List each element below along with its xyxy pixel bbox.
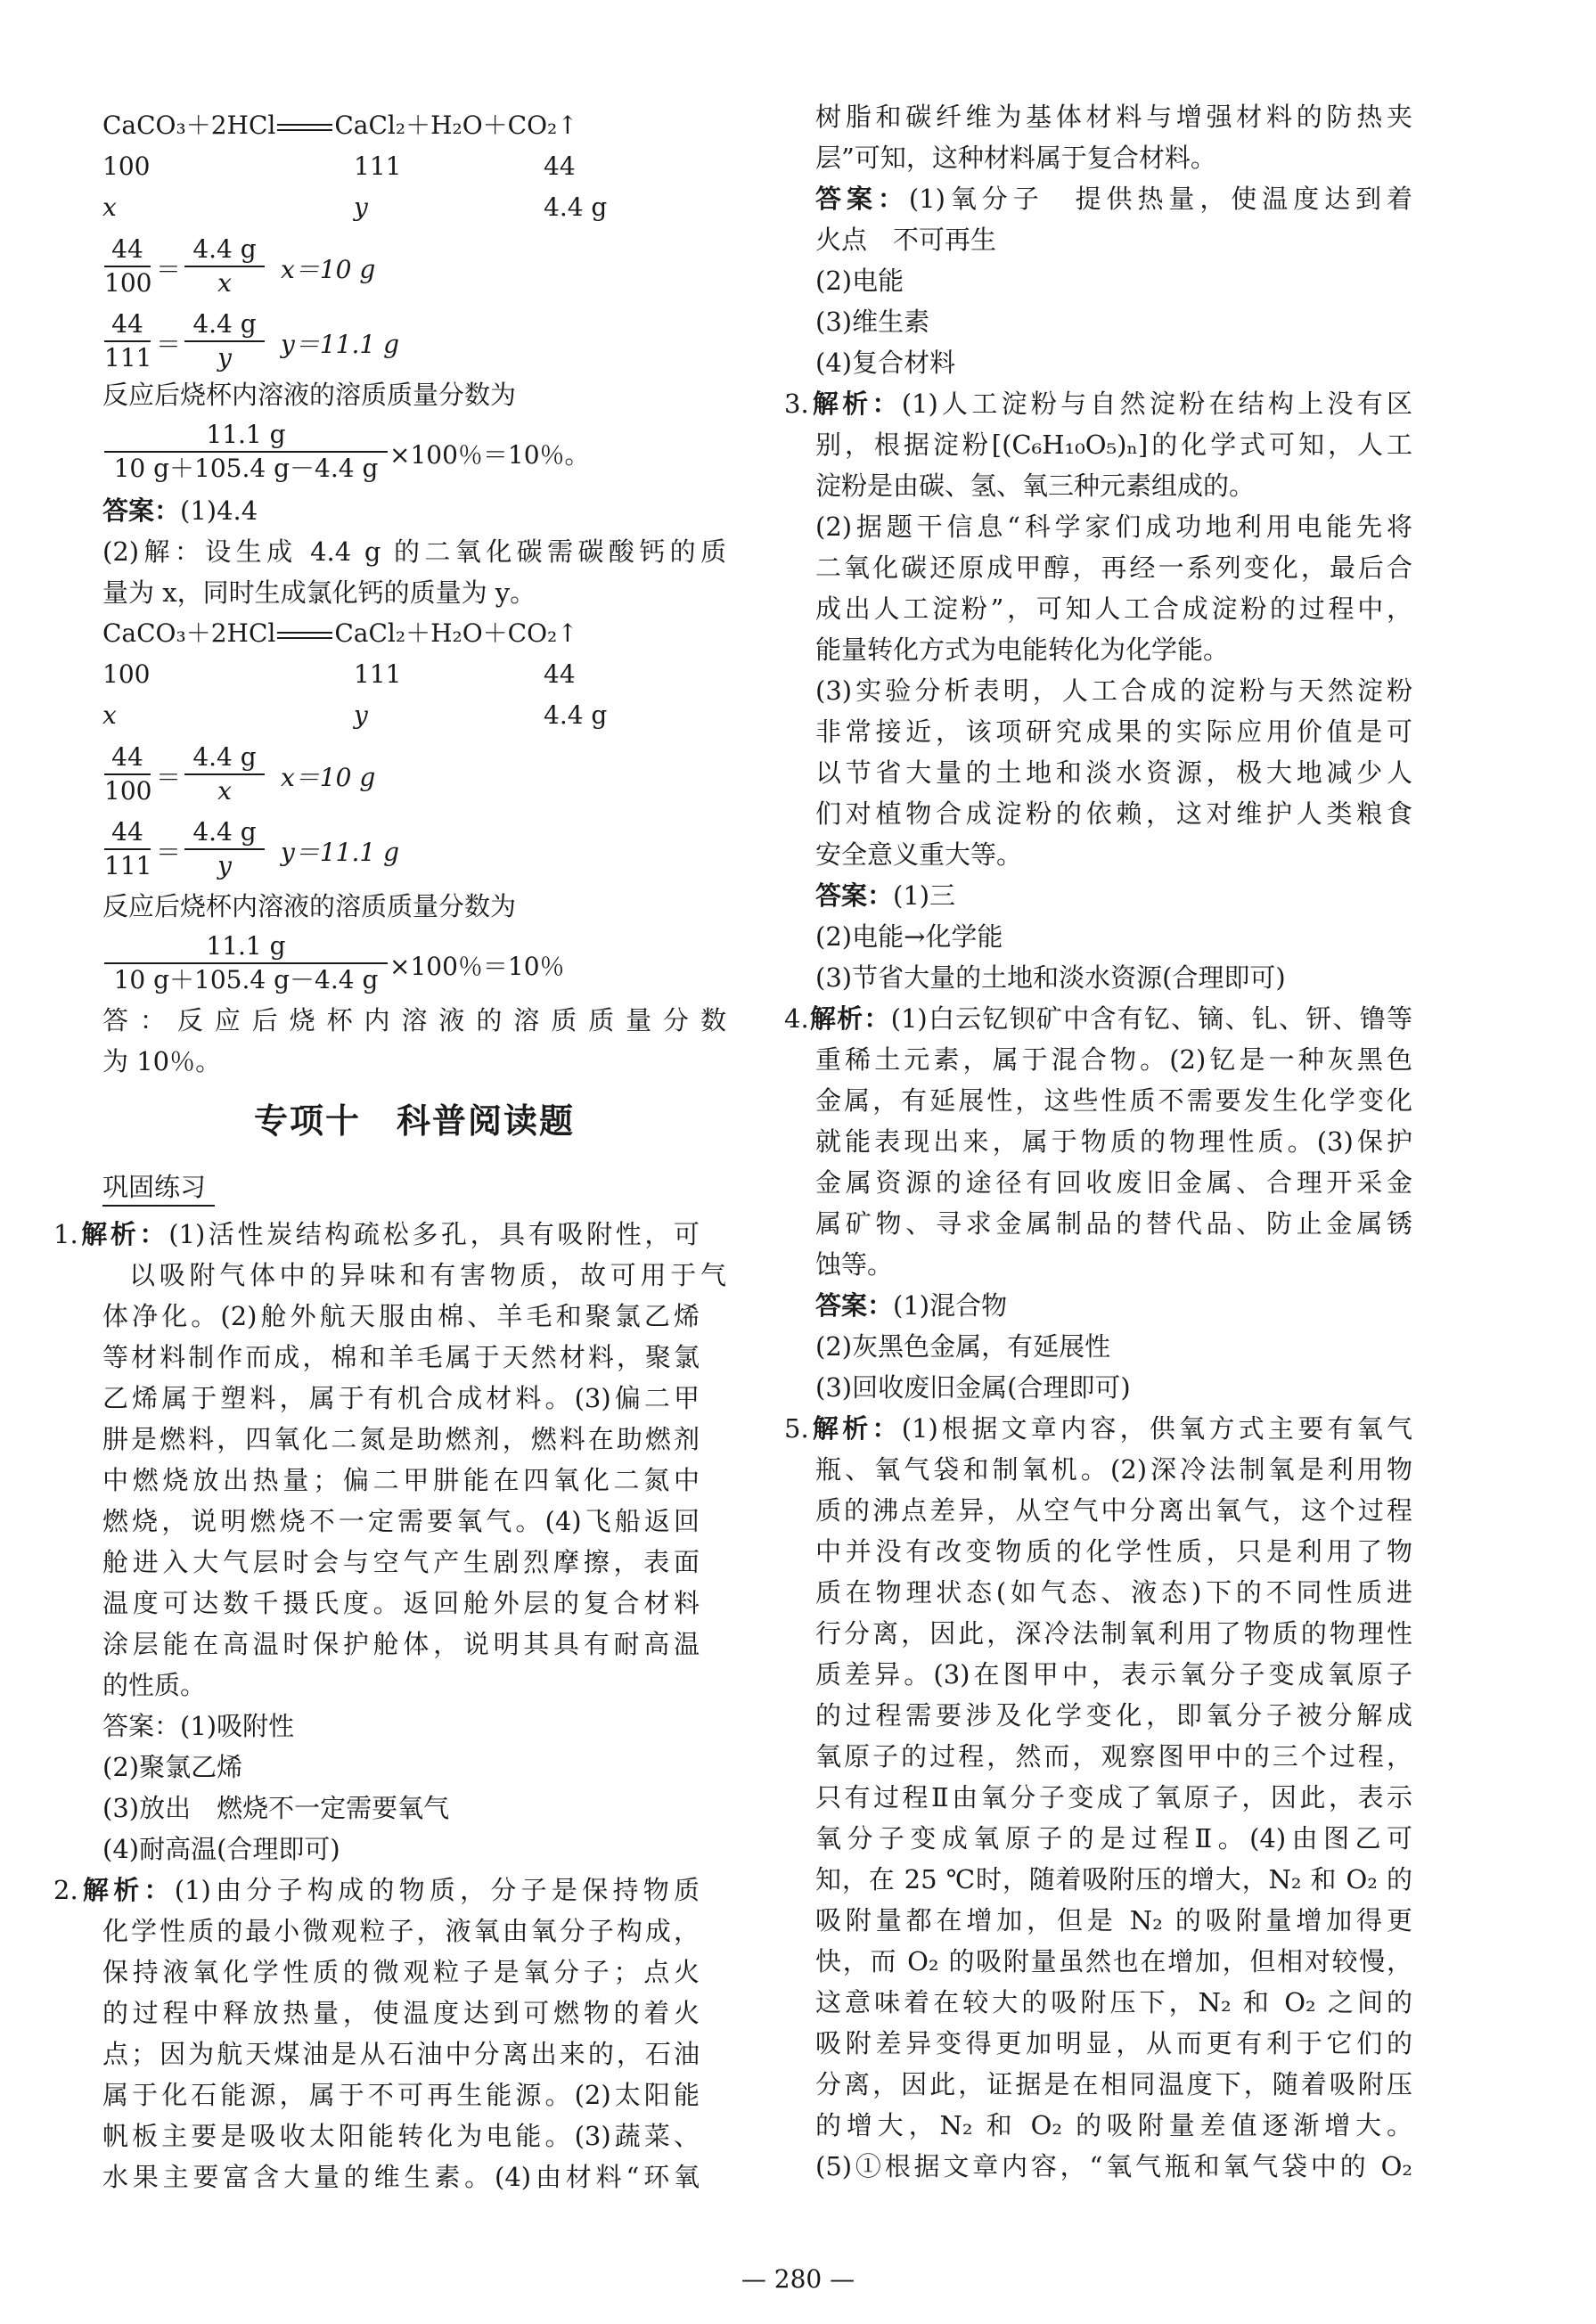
proportion-y: $\frac{44}{111}$ ＝ $\frac{4.4 g}{y}$ y＝11.1 g: [104, 817, 399, 880]
text-line: (2)解：设生成 4.4 g 的二氧化碳需碳酸钙的质: [102, 536, 726, 567]
label-bold: 解析：: [808, 1003, 891, 1034]
text-line: 二氧化碳还原成甲醇，再经一系列变化，最后合: [815, 552, 1412, 583]
text-line: 氧原子的过程，然而，观察图甲中的三个过程，: [815, 1741, 1412, 1772]
text-line: 只有过程Ⅱ由氧分子变成了氧原子，因此，表示: [815, 1782, 1412, 1813]
answer-text: (3)节省大量的土地和淡水资源(合理即可): [815, 962, 1286, 993]
text-line: 层”可知，这种材料属于复合材料。: [815, 143, 1216, 173]
text-line: 2.解析：(1)由分子构成的物质，分子是保持物质: [53, 1875, 700, 1905]
text-line: 化学性质的最小微观粒子，液氧由氧分子构成，: [102, 1916, 700, 1946]
text-line: 们对植物合成淀粉的依赖，这对维护人类粮食: [815, 798, 1412, 829]
percent-calc: [102, 930, 726, 996]
text-line: 氧分子变成氧原子的是过程Ⅱ。(4)由图乙可: [815, 1823, 1412, 1853]
text-line: 点；因为航天煤油是从石油中分离出来的，石油: [102, 2039, 700, 2069]
answer-text: 火点 不可再生: [815, 225, 997, 255]
fraction-numerator: 44: [111, 309, 143, 339]
text-line: 知，在 25 ℃时，随着吸附压的增大，N₂ 和 O₂ 的: [815, 1864, 1412, 1894]
percent-calc: [102, 419, 726, 485]
text-line: 的性质。: [102, 1670, 207, 1700]
text-line: 水果主要富含大量的维生素。(4)由材料“环氧: [102, 2162, 700, 2192]
text-line: 中燃烧放出热量；偏二甲肼能在四氧化二氮中: [102, 1465, 700, 1495]
fraction-numerator: 11.1 g: [206, 931, 286, 961]
label-bold: 答案：: [815, 880, 894, 911]
equation-rhs: CaCl₂＋H₂O＋CO₂↑: [334, 110, 578, 140]
chem-equation: [102, 105, 726, 146]
text-line: 1.解析：(1)活性炭结构疏松多孔，具有吸附性，可: [53, 1219, 700, 1249]
text-line: 涂层能在高温时保护舱体，说明其具有耐高温: [102, 1629, 700, 1659]
fraction-numerator: 44: [111, 742, 143, 772]
section-title: 专项十 科普阅读题: [253, 1101, 575, 1141]
result: ×100％＝10％。: [389, 440, 590, 470]
text-line: 安全意义重大等。: [815, 839, 1023, 870]
fraction-denominator: x: [184, 773, 265, 807]
text-line: (3)实验分析表明，人工合成的淀粉与天然淀粉: [815, 675, 1412, 706]
text-line: 质的沸点差异，从空气中分离出氧气，这个过程: [815, 1495, 1412, 1526]
fraction-denominator: y: [184, 848, 265, 882]
fraction-numerator: 11.1 g: [206, 420, 286, 449]
text-line: 的过程需要涉及化学变化，即氧分子被分解成: [815, 1700, 1412, 1731]
answer-text: 答案：(1)吸附性: [102, 1711, 295, 1741]
text-line: 质在物理状态(如气态、液态)下的不同性质进: [815, 1577, 1412, 1608]
text-line: (2)据题干信息“科学家们成功地利用电能先将: [815, 511, 1412, 542]
answer-line: [102, 1706, 700, 1747]
variable-row: [102, 187, 726, 228]
fraction-denominator: 10 g＋105.4 g－4.4 g: [104, 962, 388, 996]
text-line: 淀粉是由碳、氢、氧三种元素组成的。: [815, 471, 1256, 501]
text-line: 吸附差异变得更加明显，从而更有利于它们的: [815, 2028, 1412, 2058]
text-line: 为 10％。: [102, 1046, 222, 1076]
variable: 4.4 g: [544, 192, 608, 222]
text-line: 5.解析：(1)根据文章内容，供氧方式主要有氧气: [784, 1413, 1412, 1444]
text-line: 行分离，因此，深冷法制氧利用了物质的物理性: [815, 1618, 1412, 1649]
answer-text: 答案：(1)三: [815, 880, 956, 911]
text-line: 的过程中释放热量，使温度达到可燃物的着火: [102, 1998, 700, 2028]
result: y＝11.1 g: [281, 838, 399, 867]
page-number: — 280 —: [741, 2264, 855, 2294]
text-line: 成出人工淀粉”，可知人工合成淀粉的过程中，: [815, 593, 1412, 624]
fraction-numerator: 4.4 g: [192, 817, 257, 847]
text-line: 帆板主要是吸收太阳能转化为电能。(3)蔬菜、: [102, 2121, 700, 2151]
mass-value: 111: [354, 151, 402, 181]
answer-text: (2)电能→化学能: [815, 921, 1003, 952]
text-line: 体净化。(2)舱外航天服由棉、羊毛和聚氯乙烯: [102, 1301, 700, 1331]
variable: 4.4 g: [544, 700, 608, 730]
fraction-denominator: 10 g＋105.4 g－4.4 g: [104, 451, 388, 485]
text-line: 分离，因此，证据是在相同温度下，随着吸附压: [815, 2069, 1412, 2099]
chem-equation: [102, 613, 726, 654]
label-bold: 答案：: [815, 1290, 894, 1321]
answer-line: [102, 490, 726, 531]
variable: x: [102, 192, 117, 222]
proportion-y: $\frac{44}{111}$ ＝ $\frac{4.4 g}{y}$ y＝11.1 g: [104, 309, 399, 372]
mass-row: [102, 146, 726, 187]
text-line: 乙烯属于塑料，属于有机合成材料。(3)偏二甲: [102, 1383, 700, 1413]
fraction-numerator: 44: [111, 817, 143, 847]
fraction-numerator: 4.4 g: [192, 742, 257, 772]
label-bold: 解析：: [78, 1219, 169, 1249]
fraction-denominator: x: [184, 266, 265, 299]
text-line: 重稀土元素，属于混合物。(2)钇是一种灰黑色: [815, 1044, 1412, 1075]
text-line: 反应后烧杯内溶液的溶质质量分数为: [102, 891, 517, 921]
text-line: 4.解析：(1)白云钇钡矿中含有钇、镝、钆、钘、镥等: [784, 1003, 1412, 1034]
fraction-denominator: y: [184, 340, 265, 374]
mass-value: 100: [102, 659, 151, 689]
text-line: 以节省大量的土地和淡水资源，极大地减少人: [815, 757, 1412, 788]
result: y＝11.1 g: [281, 330, 399, 359]
equation-lhs: CaCO₃＋2HCl: [102, 110, 276, 140]
answer-text: (4)复合材料: [815, 348, 956, 378]
proportion-x: $\frac{44}{100}$ ＝ $\frac{4.4 g}{x}$ x＝10 g: [104, 742, 376, 806]
variable-row: [102, 695, 726, 736]
mass-value: 44: [544, 659, 576, 689]
text-line: 3.解析：(1)人工淀粉与自然淀粉在结构上没有区: [784, 389, 1412, 419]
equals-bar: [277, 124, 332, 131]
text-line: 答：反应后烧杯内溶液的溶质质量分数: [102, 1005, 726, 1035]
text-line: 别，根据淀粉[(C₆H₁₀O₅)ₙ]的化学式可知，人工: [815, 430, 1412, 460]
text-line: 金属资源的途径有回收废旧金属、合理开采金: [815, 1167, 1412, 1198]
label-bold: 答案：: [815, 184, 909, 214]
mass-row: [102, 654, 726, 695]
answer-text: (3)放出 燃烧不一定需要氧气: [102, 1793, 450, 1823]
text-line: 量为 x，同时生成氯化钙的质量为 y。: [102, 577, 536, 608]
fraction-denominator: 111: [104, 848, 151, 882]
answer-text: (4)耐高温(合理即可): [102, 1834, 340, 1864]
equals-bar: [277, 632, 332, 639]
text-line: 等材料制作而成，棉和羊毛属于天然材料，聚氯: [102, 1342, 700, 1372]
answer-label: 答案：: [102, 495, 181, 526]
text-line: 蚀等。: [815, 1249, 894, 1280]
text-line: 质差异。(3)在图甲中，表示氧分子变成氧原子: [815, 1659, 1412, 1690]
label-bold: 解析：: [78, 1875, 175, 1905]
text-line: 以吸附气体中的异味和有害物质，故可用于气: [129, 1260, 726, 1290]
answer-text: (3)维生素: [815, 307, 930, 337]
text-line: 舱进入大气层时会与空气产生剧烈摩擦，表面: [102, 1547, 700, 1577]
label-bold: 解析：: [808, 1413, 902, 1444]
equation-rhs: CaCl₂＋H₂O＋CO₂↑: [334, 618, 578, 648]
text-line: 属矿物、寻求金属制品的替代品、防止金属锈: [815, 1208, 1412, 1239]
text-line: 非常接近，该项研究成果的实际应用价值是可: [815, 716, 1412, 747]
answer-text: (2)电能: [815, 266, 904, 296]
fraction-numerator: 44: [111, 234, 143, 264]
text-line: 的增大，N₂ 和 O₂ 的吸附量差值逐渐增大。: [815, 2110, 1412, 2140]
subsection-label: 巩固练习: [102, 1169, 215, 1207]
proportion-x: $\frac{44}{100}$ ＝ $\frac{4.4 g}{x}$ x＝10 g: [104, 234, 376, 298]
answer-text: 答案：(1)氧分子 提供热量，使温度达到着: [815, 184, 1412, 214]
variable: y: [354, 192, 368, 222]
text-line: 属于化石能源，属于不可再生能源。(2)太阳能: [102, 2080, 700, 2110]
fraction-denominator: 111: [104, 340, 151, 374]
text-line: 吸附量都在增加，但是 N₂ 的吸附量增加得更: [815, 1905, 1412, 1935]
text-line: 金属，有延展性，这些性质不需要发生化学变化: [815, 1085, 1412, 1116]
answer-text: (2)聚氯乙烯: [102, 1752, 243, 1782]
text-line: 快，而 O₂ 的吸附量虽然也在增加，但相对较慢，: [815, 1946, 1412, 1976]
text-line: 这意味着在较大的吸附压下，N₂ 和 O₂ 之间的: [815, 1987, 1412, 2017]
text-line: 肼是燃料，四氧化二氮是助燃剂，燃料在助燃剂: [102, 1424, 700, 1454]
fraction-numerator: 4.4 g: [192, 309, 257, 339]
text-line: (5)①根据文章内容，“氧气瓶和氧气袋中的 O₂: [815, 2151, 1412, 2181]
text-line: 瓶、氧气袋和制氧机。(2)深冷法制氧是利用物: [815, 1454, 1412, 1485]
fraction-denominator: 100: [104, 773, 151, 807]
mass-value: 111: [354, 659, 402, 689]
equation-lhs: CaCO₃＋2HCl: [102, 618, 276, 648]
label-bold: 解析：: [808, 389, 902, 419]
text-line: 燃烧，说明燃烧不一定需要氧气。(4)飞船返回: [102, 1506, 700, 1536]
fraction-denominator: 100: [104, 266, 151, 299]
result: x＝10 g: [281, 763, 376, 792]
result: x＝10 g: [281, 255, 376, 284]
text-line: 保持液氧化学性质的微观粒子是氧分子；点火: [102, 1957, 700, 1987]
text-line: 就能表现出来，属于物质的物理性质。(3)保护: [815, 1126, 1412, 1157]
text-line: 能量转化方式为电能转化为化学能。: [815, 634, 1230, 665]
answer-text: 答案：(1)混合物: [815, 1290, 1008, 1321]
answer-text: (1)4.4: [180, 495, 258, 526]
text-line: 温度可达数千摄氏度。返回舱外层的复合材料: [102, 1588, 700, 1618]
answer-text: (3)回收废旧金属(合理即可): [815, 1372, 1131, 1403]
text-line: 反应后烧杯内溶液的溶质质量分数为: [102, 380, 517, 410]
result: ×100％＝10％: [389, 952, 565, 981]
text-line: 树脂和碳纤维为基体材料与增强材料的防热夹: [815, 102, 1412, 132]
fraction-numerator: 4.4 g: [192, 234, 257, 264]
mass-value: 100: [102, 151, 151, 181]
answer-text: (2)灰黑色金属，有延展性: [815, 1331, 1111, 1362]
text-line: 中并没有改变物质的化学性质，只是利用了物: [815, 1536, 1412, 1567]
mass-value: 44: [544, 151, 576, 181]
variable: y: [354, 700, 368, 730]
variable: x: [102, 700, 117, 730]
